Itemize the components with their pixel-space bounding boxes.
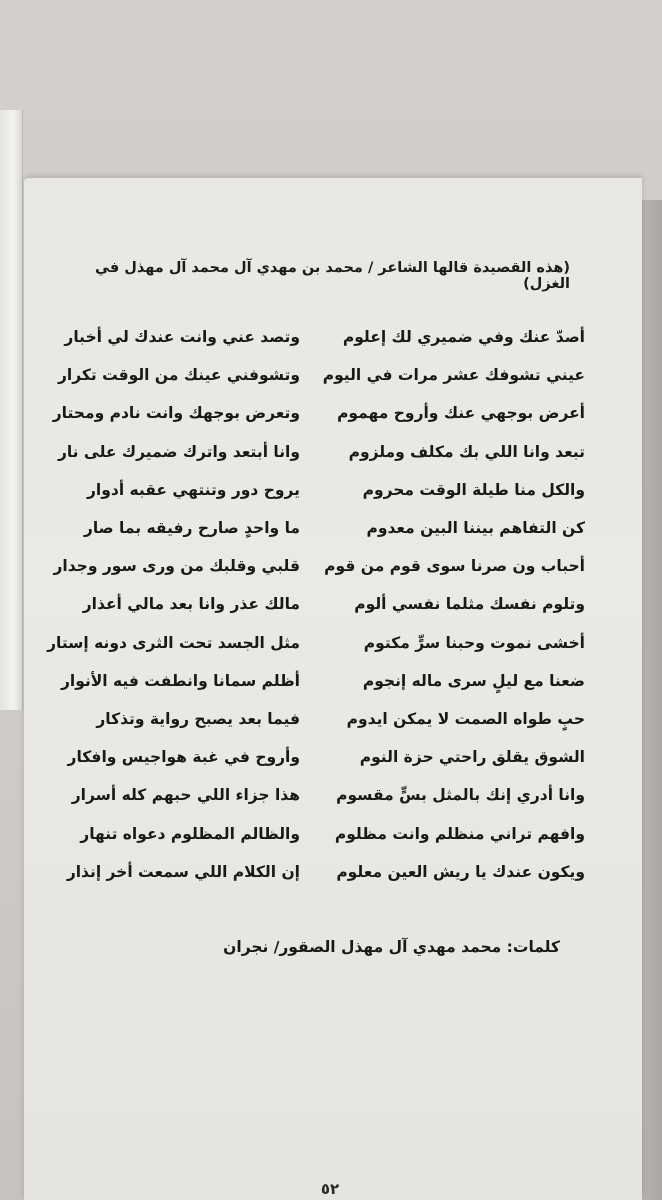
verse-first-hemistich: أخشى نموت وحبنا سرٍّ مكتوم <box>363 633 585 652</box>
verse-first-hemistich: أعرض بوجهي عنك وأروح مهموم <box>337 404 585 423</box>
verse-row <box>40 471 585 509</box>
verse-row <box>40 814 585 852</box>
verse-row <box>40 318 585 356</box>
verse-second-hemistich: فيما بعد يصبح رواية وتذكار <box>96 709 300 728</box>
verse-second-hemistich: وتشوفني عينك من الوقت تكرار <box>57 366 300 385</box>
verse-first-hemistich: حبٍ طواه الصمت لا يمكن ايدوم <box>346 709 585 728</box>
verse-second-hemistich: والظالم المظلوم دعواه تنهار <box>80 824 300 843</box>
verse-row <box>40 356 585 394</box>
book-spine-edge <box>640 200 662 1200</box>
verse-first-hemistich: الشوق يقلق راحتي حزة النوم <box>359 748 585 767</box>
verse-row <box>40 433 585 471</box>
verse-second-hemistich: وانا أبتعد واترك ضميرك على نار <box>57 442 300 461</box>
previous-page-edge <box>0 110 23 710</box>
verse-first-hemistich: ويكون عندك يا ريش العين معلوم <box>336 862 585 881</box>
verse-first-hemistich: تبعد وانا اللي بك مكلف وملزوم <box>348 442 585 461</box>
verse-second-hemistich: هذا جزاء اللي حبهم كله أسرار <box>71 786 300 805</box>
verse-first-hemistich: وتلوم نفسك مثلما نفسي ألوم <box>354 595 585 614</box>
verse-row <box>40 547 585 585</box>
poem-header: (هذه القصيدة قالها الشاعر / محمد بن مهدي آل محمد آل مهذل في الغزل) <box>95 260 570 292</box>
verse-row <box>40 700 585 738</box>
verse-first-hemistich: وافهم تراني منظلم وانت مظلوم <box>334 824 585 843</box>
verse-row <box>40 509 585 547</box>
verse-second-hemistich: وتصد عني وانت عندك لي أخبار <box>64 328 300 347</box>
verse-second-hemistich: إن الكلام اللي سمعت أخر إنذار <box>66 862 300 881</box>
verse-first-hemistich: أحباب ون صرنا سوى قوم من قوم <box>324 557 585 576</box>
verse-second-hemistich: ما واحدٍ صارح رفيقه بما صار <box>83 519 300 538</box>
verse-first-hemistich: كن التفاهم بيننا البين معدوم <box>366 519 585 538</box>
verse-first-hemistich: عيني تشوفك عشر مرات في اليوم <box>322 366 585 385</box>
verse-second-hemistich: وأروح في غبة هواجيس وافكار <box>67 748 300 767</box>
verse-row <box>40 585 585 623</box>
page-number: ٥٢ <box>320 1180 340 1198</box>
verse-first-hemistich: أصدّ عنك وفي ضميري لك إعلوم <box>342 328 585 347</box>
poem-credit: كلمات: محمد مهدي آل مهذل الصقور/ نجران <box>223 938 560 956</box>
verse-second-hemistich: مالك عذر وانا بعد مالي أعذار <box>82 595 300 614</box>
verse-row <box>40 853 585 891</box>
verse-second-hemistich: مثل الجسد تحت الثرى دونه إستار <box>47 633 300 652</box>
verse-first-hemistich: وانا أدري إنك بالمثل بسٍّ مقسوم <box>336 786 585 805</box>
verse-second-hemistich: وتعرض بوجهك وانت نادم ومحتار <box>52 404 300 423</box>
poem-body <box>40 318 585 891</box>
verse-first-hemistich: والكل منا طيلة الوقت محروم <box>362 480 585 499</box>
verse-first-hemistich: ضعنا مع ليلٍ سرى ماله إنجوم <box>362 671 585 690</box>
verse-row <box>40 624 585 662</box>
verse-second-hemistich: أظلم سمانا وانطفت فيه الأنوار <box>60 671 300 690</box>
verse-row <box>40 776 585 814</box>
verse-row <box>40 394 585 432</box>
verse-second-hemistich: يروح دور وتنتهي عقبه أدوار <box>87 480 300 499</box>
verse-row <box>40 738 585 776</box>
verse-second-hemistich: قلبي وقلبك من ورى سور وجدار <box>53 557 300 576</box>
verse-row <box>40 662 585 700</box>
